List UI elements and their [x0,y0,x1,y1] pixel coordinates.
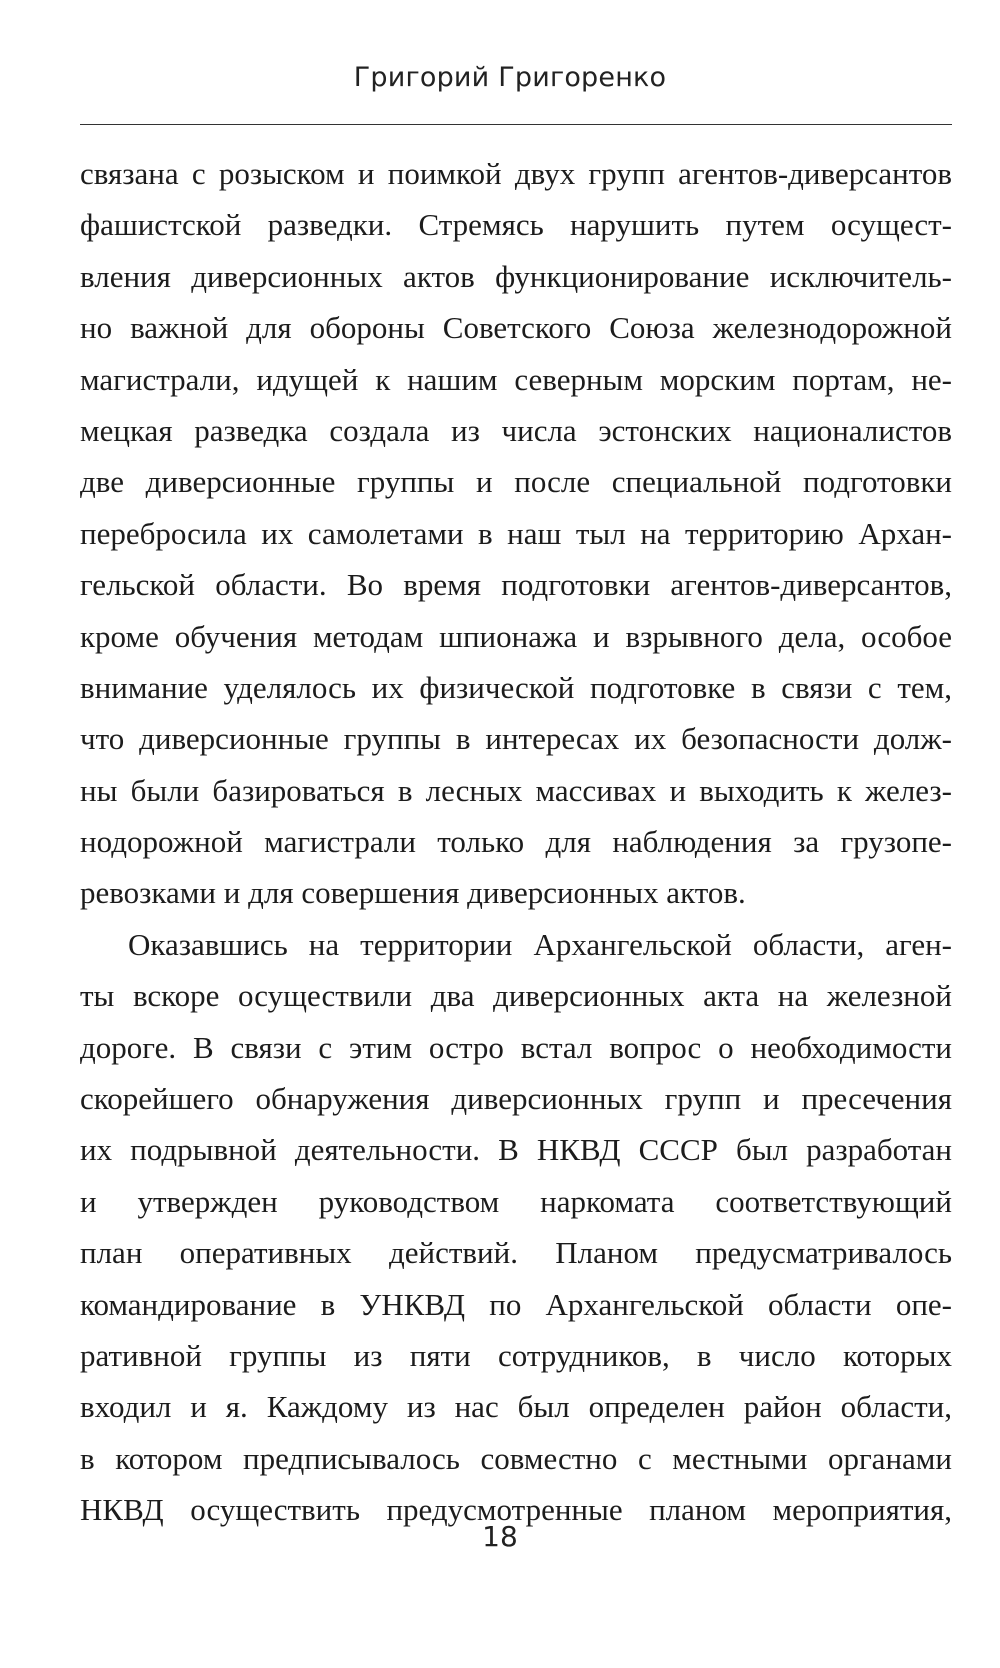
text-line: ративной группы из пяти сотрудников, в число которых [80,1337,952,1373]
text-line: связана с розыском и поимкой двух групп агентов-диверсантов [80,156,952,191]
text-line: входил и я. Каждому из нас был определен район области, [80,1389,952,1425]
header-rule [80,124,952,125]
text-line: ты вскоре осуществили два диверсионных акта на железной [80,978,952,1014]
text-line: но важной для обороны Советского Союза железнодорожной [80,310,952,346]
text-line: нодорожной магистрали только для наблюдения за грузопе- [80,824,952,860]
text-line-paragraph-start: Оказавшись на территории Архангельской области, аген- [128,926,952,962]
text-line: внимание уделялось их физической подготовке в связи с тем, [80,669,952,705]
text-line: их подрывной деятельности. В НКВД СССР был разработан [80,1132,952,1168]
text-line: в котором предписывалось совместно с местными органами [80,1440,952,1476]
text-line: НКВД осуществить предусмотренные планом мероприятия, [80,1492,952,1528]
text-line: дороге. В связи с этим остро встал вопрос о необходимости [80,1029,952,1065]
text-line: что диверсионные группы в интересах их безопасности долж- [80,721,952,757]
body-text [80,148,952,1536]
text-line: скорейшего обнаружения диверсионных групп и пресечения [80,1081,952,1117]
text-line: план оперативных действий. Планом предусматривалось [80,1235,952,1271]
text-line-paragraph-end: ревозками и для совершения диверсионных актов. [80,875,746,911]
running-head-author: Григорий Григоренко [353,62,667,93]
text-line: две диверсионные группы и после специальной подготовки [80,464,952,500]
text-line: фашистской разведки. Стремясь нарушить путем осущест- [80,207,952,243]
text-line: магистрали, идущей к нашим северным морским портам, не- [80,361,952,397]
text-line: вления диверсионных актов функционирование исключитель- [80,258,952,294]
text-line: кроме обучения методам шпионажа и взрывного дела, особое [80,618,952,654]
text-line: командирование в УНКВД по Архангельской области опе- [80,1286,952,1322]
text-line: ны были базироваться в лесных массивах и выходить к желез- [80,772,952,808]
text-line: гельской области. Во время подготовки агентов-диверсантов, [80,567,952,603]
page-number: 18 [482,1520,518,1553]
text-line: перебросила их самолетами в наш тыл на территорию Архан- [80,515,952,551]
text-line: мецкая разведка создала из числа эстонских националистов [80,412,952,448]
text-line: и утвержден руководством наркомата соответствующий [80,1183,952,1219]
